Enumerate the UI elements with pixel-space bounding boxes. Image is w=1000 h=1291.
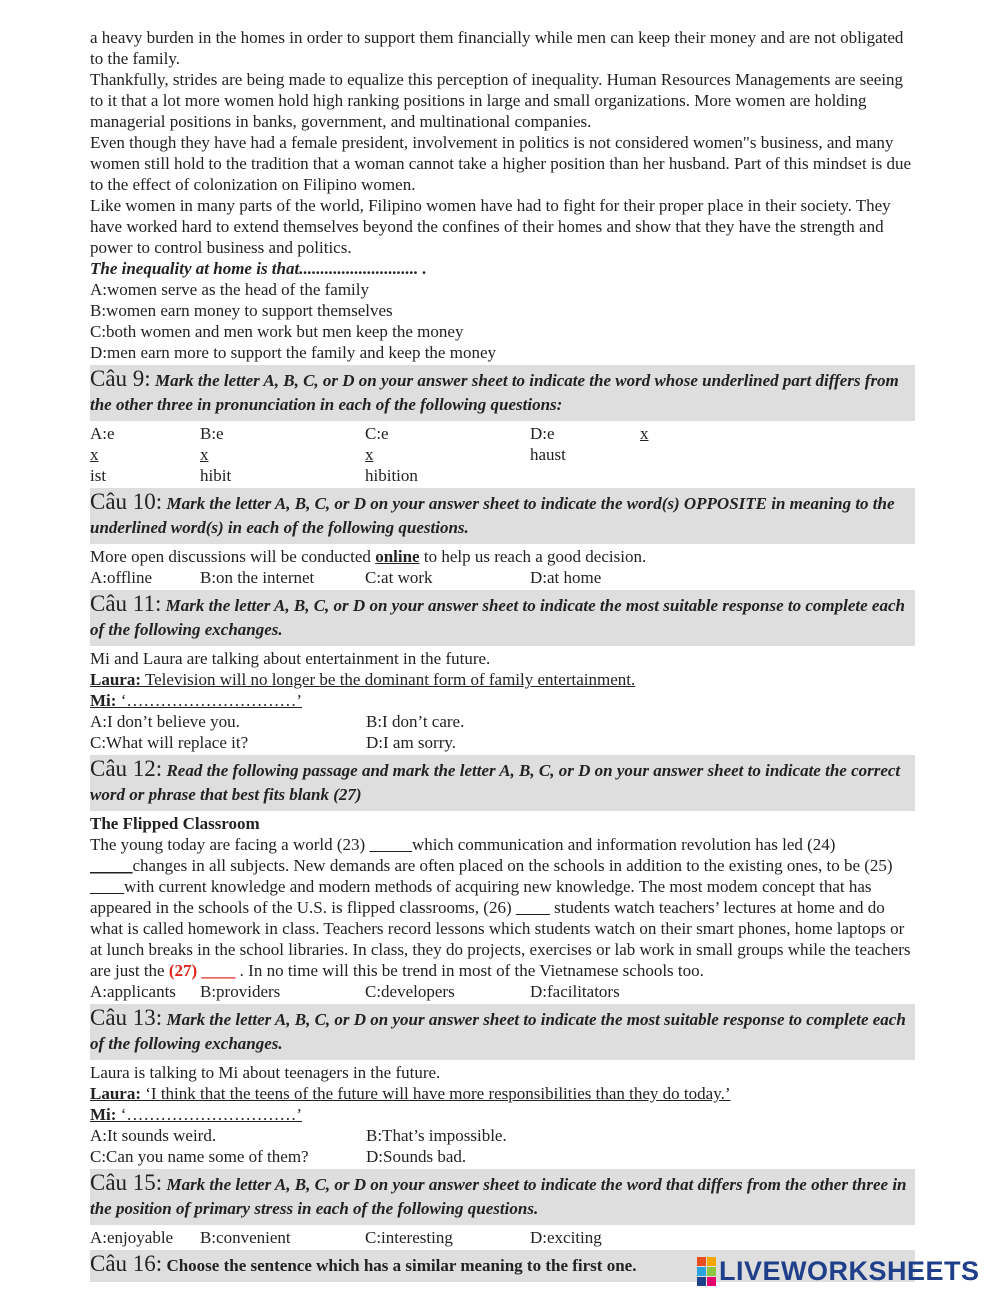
- q9-option-c[interactable]: C:exhibition: [365, 424, 418, 485]
- q15-options: [90, 1227, 915, 1248]
- q11-line-mi: Mi: ‘…………………………’: [90, 691, 303, 710]
- q13-header: [90, 1004, 915, 1060]
- q12-passage-title: The Flipped Classroom: [90, 814, 260, 833]
- q12-number: Câu 12:: [90, 756, 163, 781]
- q13-context: Laura is talking to Mi about teenagers in the future.: [90, 1063, 441, 1082]
- q9-option-a[interactable]: A:exist: [90, 424, 115, 485]
- q10-number: Câu 10:: [90, 489, 163, 514]
- q12-option-b[interactable]: B:providers: [200, 982, 281, 1001]
- q12-option-c[interactable]: C:developers: [365, 982, 455, 1001]
- q10-option-c[interactable]: C:at work: [365, 568, 433, 587]
- q15-option-a[interactable]: A:enjoyable: [90, 1228, 174, 1247]
- q13-option-d[interactable]: D:Sounds bad.: [366, 1147, 467, 1166]
- q10-option-a[interactable]: A:offline: [90, 568, 153, 587]
- q11-options-row-2: [90, 732, 915, 753]
- q15-number: Câu 15:: [90, 1170, 163, 1195]
- q8-option-a[interactable]: A:women serve as the head of the family: [90, 280, 369, 299]
- q12-instruction: Read the following passage and mark the letter A, B, C, or D on your answer sheet to indicate the correct word or phrase that best fits blank (27): [90, 761, 901, 804]
- q11-option-a[interactable]: A:I don’t believe you.: [90, 712, 240, 731]
- q11-header: [90, 590, 915, 646]
- logo-text: LIVEWORKSHEETS: [719, 1255, 980, 1286]
- q8-option-d[interactable]: D:men earn more to support the family and keep the money: [90, 343, 496, 362]
- passage-paragraph-3: Even though they have had a female president, involvement in politics is not considered women"s business, and many women still hold to the tradition that a woman cannot take a higher position than her husband. Part of this mindset is due to the effect of colonization on Filipino women.: [90, 133, 912, 194]
- q11-line-laura: Laura: Television will no longer be the dominant form of family entertainment.: [90, 670, 636, 689]
- q8-option-c[interactable]: C:both women and men work but men keep the money: [90, 322, 464, 341]
- q15-option-d[interactable]: D:exciting: [530, 1228, 602, 1247]
- q9-instruction: Mark the letter A, B, C, or D on your answer sheet to indicate the word whose underlined part differs from the other three in pronunciation in each of the following questions:: [90, 371, 899, 414]
- q15-option-b[interactable]: B:convenient: [200, 1228, 291, 1247]
- q10-option-b[interactable]: B:on the internet: [200, 568, 315, 587]
- q12-target-blank: (27) ____: [168, 961, 236, 980]
- q10-underlined-word: online: [375, 547, 420, 566]
- q10-instruction: Mark the letter A, B, C, or D on your answer sheet to indicate the word(s) OPPOSITE in meaning to the underlined word(s) in each of the following questions.: [90, 494, 895, 537]
- q15-instruction: Mark the letter A, B, C, or D on your answer sheet to indicate the word that differs from the other three in the position of primary stress in each of the following questions.: [90, 1175, 907, 1218]
- q13-options-row-2: [90, 1146, 915, 1167]
- q9-header: [90, 365, 915, 421]
- q13-option-c[interactable]: C:Can you name some of them?: [90, 1147, 309, 1166]
- q11-context: Mi and Laura are talking about entertainment in the future.: [90, 649, 491, 668]
- q12-header: [90, 755, 915, 811]
- q11-option-c[interactable]: C:What will replace it?: [90, 733, 249, 752]
- q11-option-d[interactable]: D:I am sorry.: [366, 733, 457, 752]
- q10-sentence: More open discussions will be conducted online to help us reach a good decision.: [90, 547, 647, 566]
- q12-option-a[interactable]: A:applicants: [90, 982, 176, 1001]
- liveworksheets-logo: [697, 1256, 980, 1286]
- q13-options-row-1: [90, 1125, 915, 1146]
- q11-option-b[interactable]: B:I don’t care.: [366, 712, 465, 731]
- q13-option-a[interactable]: A:It sounds weird.: [90, 1126, 217, 1145]
- q9-option-b[interactable]: B:exhibit: [200, 424, 232, 485]
- worksheet-page: [90, 27, 915, 1284]
- q10-options: [90, 567, 915, 588]
- q12-option-d[interactable]: D:facilitators: [530, 982, 620, 1001]
- q13-line-mi: Mi: ‘…………………………’: [90, 1105, 303, 1124]
- q9-option-d[interactable]: D:e xhaust: [530, 424, 649, 464]
- q8-question: The inequality at home is that............................ .: [90, 259, 427, 278]
- q11-options-row-1: [90, 711, 915, 732]
- q13-option-b[interactable]: B:That’s impossible.: [366, 1126, 507, 1145]
- q16-number: Câu 16:: [90, 1251, 163, 1276]
- q13-line-laura: Laura: ‘I think that the teens of the future will have more responsibilities than they do today.’: [90, 1084, 731, 1103]
- logo-blocks-icon: [697, 1257, 716, 1286]
- passage-paragraph-4: Like women in many parts of the world, Filipino women have had to fight for their proper place in their society. They have worked hard to extend themselves beyond the confines of their homes and show that they have the strength and power to control business and politics.: [90, 196, 891, 257]
- q11-number: Câu 11:: [90, 591, 162, 616]
- q13-instruction: Mark the letter A, B, C, or D on your answer sheet to indicate the most suitable response to complete each of the following exchanges.: [90, 1010, 906, 1053]
- q11-instruction: Mark the letter A, B, C, or D on your answer sheet to indicate the most suitable response to complete each of the following exchanges.: [90, 596, 905, 639]
- q12-passage: The young today are facing a world (23) _____which communication and information revolution has led (24) _____changes in all subjects. New demands are often placed on the schools in addition to the existing ones, to be (25) ____with current knowledge and modern methods of acquiring new knowledge. The most modem concept that has appeared in the schools of the U.S. is flipped classrooms, (26) ____ students watch teachers’ lectures at home and do what is called homework in class. Teachers record lessons which students watch on their smart phones, home laptops or at lunch breaks in the school libraries. In class, they do projects, exercises or lab work in small groups while the teachers are just the (27) ____ . In no time will this be trend in most of the Vietnamese schools too.: [90, 835, 911, 980]
- passage-paragraph-2: Thankfully, strides are being made to equalize this perception of inequality. Human Resources Managements are seeing to it that a lot more women hold high ranking positions in large and small organizations. More women are holding managerial positions in banks, government, and multinational companies.: [90, 70, 904, 131]
- passage-paragraph-1: a heavy burden in the homes in order to support them financially while men can keep their money and are not obligated to the family.: [90, 28, 904, 68]
- q10-option-d[interactable]: D:at home: [530, 568, 602, 587]
- q9-options: [90, 423, 915, 486]
- q15-header: [90, 1169, 915, 1225]
- q15-option-c[interactable]: C:interesting: [365, 1228, 453, 1247]
- q13-number: Câu 13:: [90, 1005, 163, 1030]
- q12-options: [90, 981, 915, 1002]
- q10-header: [90, 488, 915, 544]
- q9-number: Câu 9:: [90, 366, 151, 391]
- q16-instruction: Choose the sentence which has a similar meaning to the first one.: [166, 1256, 637, 1275]
- q8-option-b[interactable]: B:women earn money to support themselves: [90, 301, 393, 320]
